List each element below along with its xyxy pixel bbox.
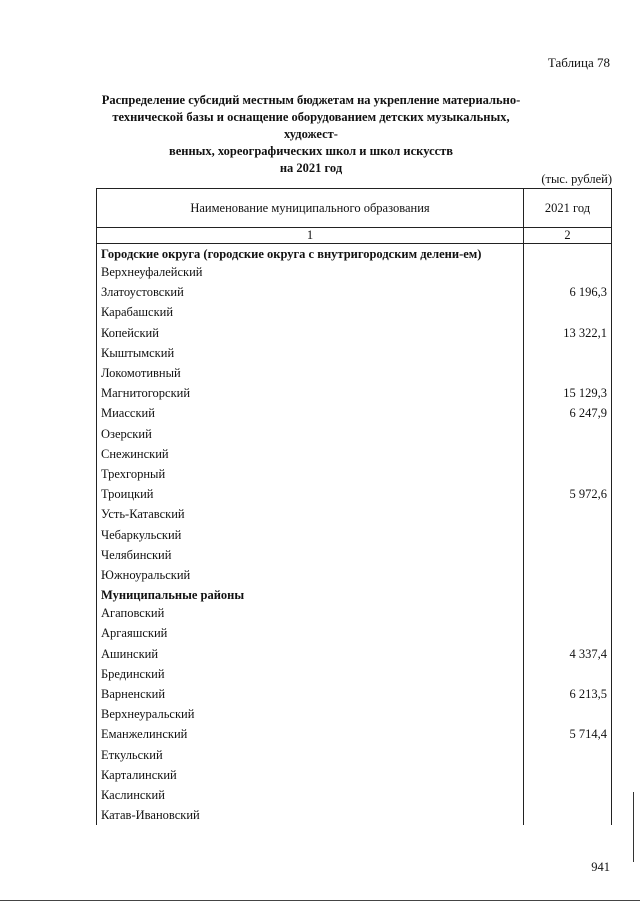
municipality-name: Карабашский (97, 302, 524, 322)
column-number: 1 (97, 228, 524, 244)
municipality-name: Ашинский (97, 644, 524, 664)
page-bottom-rule (0, 900, 640, 901)
table-row (97, 464, 612, 484)
municipality-name: Еманжелинский (97, 724, 524, 744)
subsidy-value (524, 464, 612, 484)
municipality-name: Южноуральский (97, 565, 524, 585)
subsidy-value (524, 424, 612, 444)
municipality-name: Миасский (97, 403, 524, 423)
municipality-name: Магнитогорский (97, 383, 524, 403)
subsidy-value: 5 972,6 (524, 484, 612, 504)
table-row (97, 343, 612, 363)
table-row (97, 504, 612, 524)
table-row (97, 282, 612, 302)
header-row (97, 189, 612, 228)
subsidy-value (524, 545, 612, 565)
municipality-name: Челябинский (97, 545, 524, 565)
table-row (97, 363, 612, 383)
table-row (97, 403, 612, 423)
table-row (97, 765, 612, 785)
subsidy-value (524, 785, 612, 805)
municipality-name: Троицкий (97, 484, 524, 504)
table-row (97, 644, 612, 664)
table-row (97, 484, 612, 504)
municipality-name: Еткульский (97, 745, 524, 765)
section-title: Городские округа (городские округа с внутригородским делени-ем) (97, 244, 524, 263)
municipality-name: Озерский (97, 424, 524, 444)
subsidy-value (524, 623, 612, 643)
table-row (97, 745, 612, 765)
table-row (97, 603, 612, 623)
title-line: на 2021 год (279, 161, 343, 175)
municipality-name: Аргаяшский (97, 623, 524, 643)
subsidy-value (524, 745, 612, 765)
subsidy-value (524, 603, 612, 623)
subsidy-value (524, 343, 612, 363)
section-value (524, 585, 612, 603)
section-title: Муниципальные районы (97, 585, 524, 603)
table-row (97, 565, 612, 585)
subsidy-value (524, 805, 612, 825)
column-number: 2 (524, 228, 612, 244)
municipality-name: Чебаркульский (97, 525, 524, 545)
subsidy-value (524, 664, 612, 684)
municipality-name: Усть-Катавский (97, 504, 524, 524)
municipality-name: Трехгорный (97, 464, 524, 484)
subsidy-value: 6 196,3 (524, 282, 612, 302)
table-row (97, 444, 612, 464)
subsidy-value (524, 765, 612, 785)
municipality-name: Каслинский (97, 785, 524, 805)
table-row (97, 302, 612, 322)
header-year: 2021 год (524, 189, 612, 228)
table-row (97, 424, 612, 444)
table-row (97, 323, 612, 343)
column-number-row (97, 228, 612, 244)
section-value (524, 244, 612, 263)
table-row (97, 704, 612, 724)
municipality-name: Агаповский (97, 603, 524, 623)
municipality-name: Локомотивный (97, 363, 524, 383)
subsidy-value (524, 704, 612, 724)
table-body (97, 244, 612, 826)
municipality-name: Брединский (97, 664, 524, 684)
municipality-name: Копейский (97, 323, 524, 343)
units-label: (тыс. рублей) (541, 172, 612, 186)
municipality-name: Снежинский (97, 444, 524, 464)
section-row (97, 244, 612, 263)
table-row (97, 525, 612, 545)
subsidy-value: 13 322,1 (524, 323, 612, 343)
subsidy-value: 15 129,3 (524, 383, 612, 403)
table-number: Таблица 78 (547, 55, 610, 70)
subsidy-value (524, 262, 612, 282)
table-row (97, 262, 612, 282)
title-line: венных, хореографических школ и школ искусств (168, 144, 454, 158)
subsidy-value (524, 565, 612, 585)
municipality-name: Варненский (97, 684, 524, 704)
title-line: технической базы и оснащение оборудованием детских музыкальных, художест- (112, 110, 510, 141)
title-line: Распределение субсидий местным бюджетам на укрепление материально- (101, 93, 521, 107)
table-title (96, 92, 526, 177)
subsidy-value (524, 504, 612, 524)
table-row (97, 623, 612, 643)
subsidy-value (524, 363, 612, 383)
subsidy-table (96, 188, 612, 825)
page-number: 941 (591, 860, 610, 874)
table-row (97, 805, 612, 825)
subsidy-value (524, 302, 612, 322)
municipality-name: Кыштымский (97, 343, 524, 363)
header-municipality: Наименование муниципального образования (97, 189, 524, 228)
table-row (97, 684, 612, 704)
table-row (97, 785, 612, 805)
subsidy-value: 5 714,4 (524, 724, 612, 744)
municipality-name: Карталинский (97, 765, 524, 785)
subsidy-value: 6 213,5 (524, 684, 612, 704)
subsidy-value (524, 444, 612, 464)
table-row (97, 724, 612, 744)
section-row (97, 585, 612, 603)
subsidy-value (524, 525, 612, 545)
scan-edge-mark (633, 792, 634, 862)
table-row (97, 383, 612, 403)
subsidy-value: 6 247,9 (524, 403, 612, 423)
subsidy-value: 4 337,4 (524, 644, 612, 664)
municipality-name: Верхнеуральский (97, 704, 524, 724)
table-row (97, 664, 612, 684)
municipality-name: Катав-Ивановский (97, 805, 524, 825)
municipality-name: Верхнеуфалейский (97, 262, 524, 282)
municipality-name: Златоустовский (97, 282, 524, 302)
table-row (97, 545, 612, 565)
